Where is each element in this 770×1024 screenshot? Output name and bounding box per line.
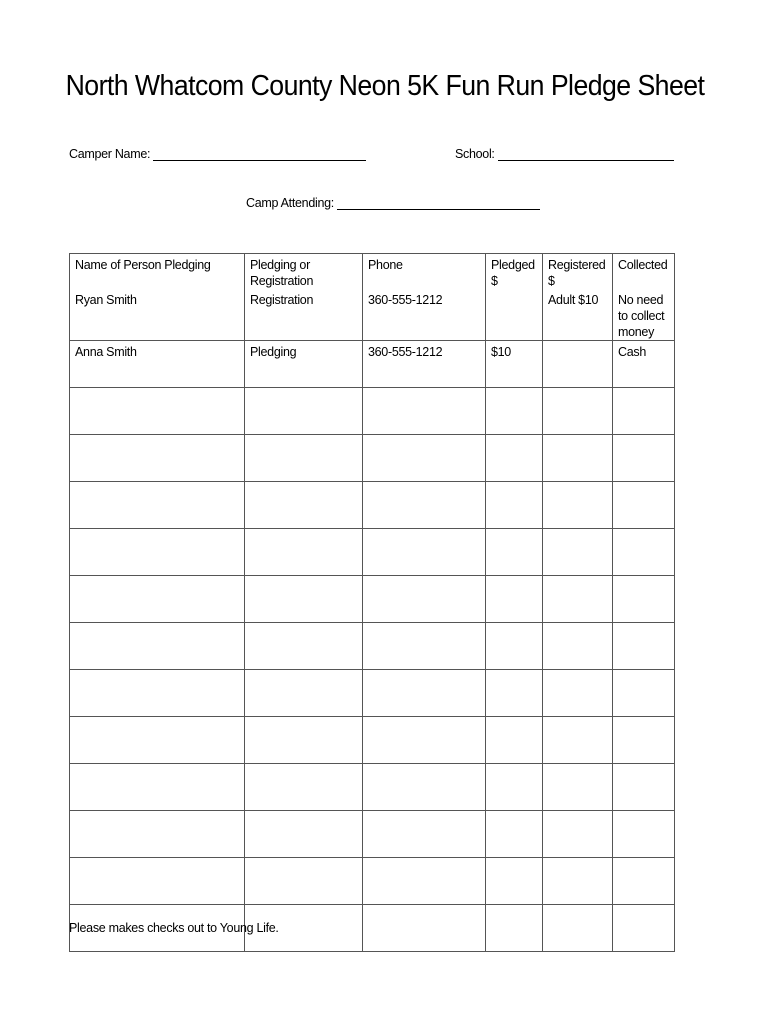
table-cell[interactable]	[363, 905, 486, 952]
footer-note: Please makes checks out to Young Life.	[69, 921, 279, 935]
table-cell[interactable]	[245, 717, 363, 764]
table-cell[interactable]	[70, 670, 245, 717]
table-cell[interactable]: 360-555-1212	[363, 341, 486, 388]
table-cell[interactable]	[543, 670, 613, 717]
table-cell[interactable]	[543, 482, 613, 529]
table-cell[interactable]: 360-555-1212	[363, 289, 486, 341]
table-row	[70, 529, 675, 576]
table-cell[interactable]	[245, 576, 363, 623]
table-cell[interactable]	[613, 623, 675, 670]
table-cell[interactable]	[70, 482, 245, 529]
table-cell[interactable]	[486, 529, 543, 576]
table-cell[interactable]	[245, 764, 363, 811]
table-cell[interactable]	[363, 811, 486, 858]
table-cell[interactable]	[245, 670, 363, 717]
camper-name-input-line[interactable]	[153, 146, 366, 161]
table-header-row	[70, 254, 675, 290]
table-row	[70, 388, 675, 435]
table-cell[interactable]	[486, 858, 543, 905]
camp-attending-field	[246, 195, 540, 210]
table-row	[70, 341, 675, 388]
table-cell[interactable]: Registration	[245, 289, 363, 341]
school-input-line[interactable]	[498, 146, 674, 161]
table-cell[interactable]	[486, 905, 543, 952]
table-cell[interactable]	[543, 435, 613, 482]
table-row	[70, 576, 675, 623]
table-cell[interactable]	[363, 670, 486, 717]
table-cell[interactable]	[543, 576, 613, 623]
table-cell[interactable]	[543, 717, 613, 764]
table-cell[interactable]	[613, 717, 675, 764]
table-cell[interactable]	[613, 811, 675, 858]
table-cell[interactable]	[70, 576, 245, 623]
table-cell[interactable]	[363, 623, 486, 670]
table-cell[interactable]	[245, 482, 363, 529]
table-cell[interactable]	[363, 858, 486, 905]
table-cell[interactable]	[486, 811, 543, 858]
page-title: North Whatcom County Neon 5K Fun Run Pledge Sheet	[65, 70, 705, 102]
header-phone: Phone	[363, 254, 486, 290]
header-type: Pledging or Registration	[245, 254, 363, 290]
header-pledged: Pledged $	[486, 254, 543, 290]
table-cell[interactable]	[486, 717, 543, 764]
table-cell[interactable]	[363, 576, 486, 623]
table-row	[70, 717, 675, 764]
table-cell[interactable]: $10	[486, 341, 543, 388]
table-row	[70, 858, 675, 905]
pledge-table	[69, 253, 675, 952]
table-row	[70, 482, 675, 529]
table-cell[interactable]	[486, 576, 543, 623]
table-cell[interactable]: No need to collect money	[613, 289, 675, 341]
table-row	[70, 764, 675, 811]
table-cell[interactable]	[486, 289, 543, 341]
table-cell[interactable]	[70, 858, 245, 905]
table-cell[interactable]	[486, 670, 543, 717]
table-cell[interactable]	[613, 482, 675, 529]
table-cell[interactable]	[70, 811, 245, 858]
table-cell[interactable]	[245, 388, 363, 435]
table-cell[interactable]	[613, 435, 675, 482]
camp-attending-label: Camp Attending:	[246, 196, 334, 210]
table-row	[70, 623, 675, 670]
table-cell[interactable]	[245, 811, 363, 858]
table-row	[70, 670, 675, 717]
table-cell[interactable]	[245, 858, 363, 905]
table-cell[interactable]	[543, 858, 613, 905]
table-row	[70, 289, 675, 341]
table-cell[interactable]	[543, 529, 613, 576]
table-cell[interactable]: Cash	[613, 341, 675, 388]
table-cell[interactable]	[486, 435, 543, 482]
table-cell[interactable]	[543, 811, 613, 858]
table-cell[interactable]	[363, 388, 486, 435]
table-cell[interactable]	[543, 905, 613, 952]
school-label: School:	[455, 147, 495, 161]
table-cell[interactable]	[363, 435, 486, 482]
table-cell[interactable]: Ryan Smith	[70, 289, 245, 341]
header-name: Name of Person Pledging	[70, 254, 245, 290]
table-cell[interactable]	[363, 529, 486, 576]
table-cell[interactable]: Pledging	[245, 341, 363, 388]
table-cell[interactable]	[245, 435, 363, 482]
table-cell[interactable]	[363, 482, 486, 529]
table-cell[interactable]	[613, 388, 675, 435]
table-cell[interactable]: Adult $10	[543, 289, 613, 341]
camper-name-label: Camper Name:	[69, 147, 151, 161]
table-cell[interactable]	[363, 717, 486, 764]
header-registered: Registered $	[543, 254, 613, 290]
camper-name-field	[69, 146, 366, 161]
table-cell[interactable]	[70, 764, 245, 811]
table-cell[interactable]	[543, 623, 613, 670]
table-cell[interactable]	[543, 341, 613, 388]
table-cell[interactable]	[245, 529, 363, 576]
table-cell[interactable]	[613, 858, 675, 905]
school-field	[455, 146, 674, 161]
table-cell[interactable]	[70, 388, 245, 435]
table-cell[interactable]	[486, 764, 543, 811]
table-cell[interactable]	[70, 717, 245, 764]
table-cell[interactable]	[245, 623, 363, 670]
table-row	[70, 435, 675, 482]
table-cell[interactable]	[543, 388, 613, 435]
table-cell[interactable]	[543, 764, 613, 811]
table-cell[interactable]	[363, 764, 486, 811]
header-collected: Collected	[613, 254, 675, 290]
table-cell[interactable]	[70, 529, 245, 576]
table-cell[interactable]	[70, 623, 245, 670]
table-cell[interactable]	[613, 670, 675, 717]
table-cell[interactable]	[70, 435, 245, 482]
table-cell[interactable]	[486, 623, 543, 670]
table-cell[interactable]: Anna Smith	[70, 341, 245, 388]
table-cell[interactable]	[486, 482, 543, 529]
table-cell[interactable]	[613, 764, 675, 811]
table-cell[interactable]	[613, 529, 675, 576]
table-row	[70, 811, 675, 858]
camp-attending-input-line[interactable]	[337, 195, 540, 210]
table-cell[interactable]	[486, 388, 543, 435]
table-cell[interactable]	[613, 905, 675, 952]
table-cell[interactable]	[613, 576, 675, 623]
